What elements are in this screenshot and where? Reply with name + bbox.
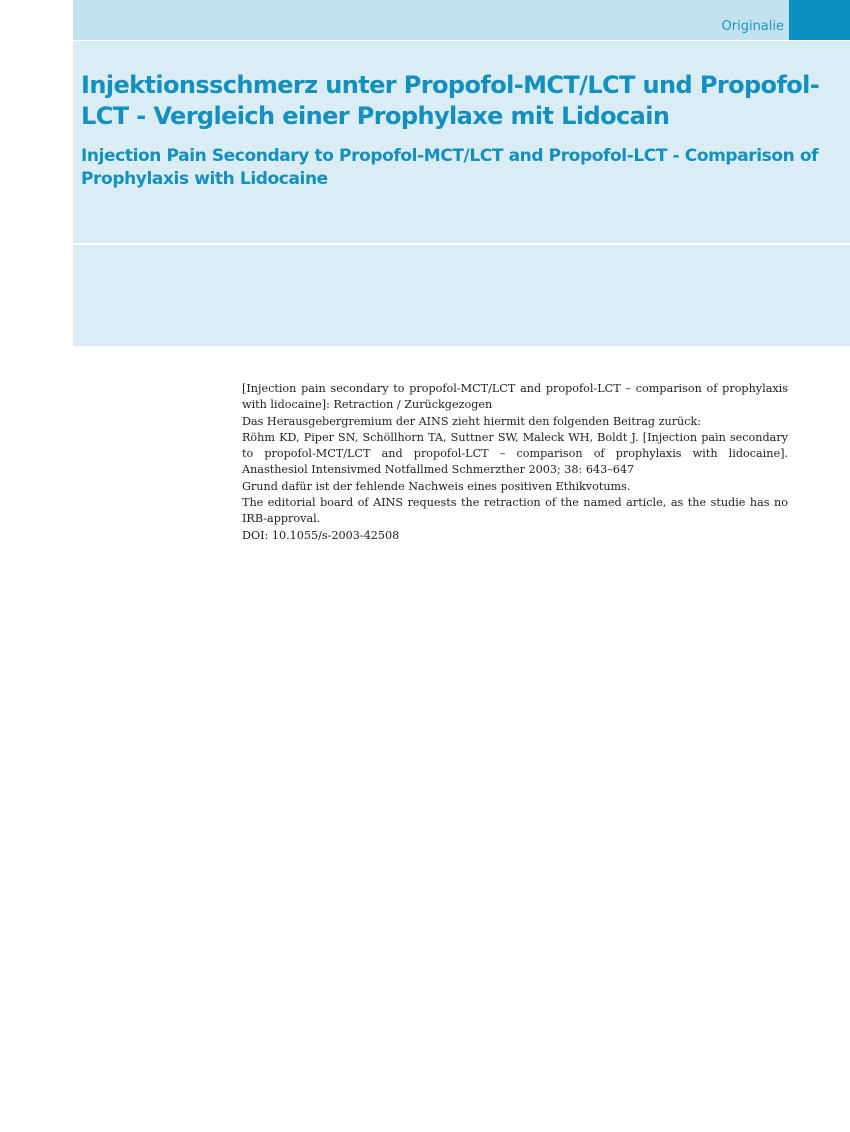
corner-accent-block: [789, 0, 850, 40]
article-title-german: Injektionsschmerz unter Propofol-MCT/LCT und Propofol-LCT - Vergleich einer Prophylaxe mit Lidocain: [81, 71, 820, 130]
doi: DOI: 10.1055/s-2003-42508: [242, 528, 400, 542]
abstract-panel: [73, 245, 850, 346]
retraction-notice-german: Das Herausgebergremium der AINS zieht hiermit den folgenden Beitrag zurück:: [242, 414, 702, 428]
title-panel: [73, 41, 850, 243]
article-title-english: Injection Pain Secondary to Propofol-MCT/LCT and Propofol-LCT - Comparison of Prophylaxis with Lidocaine: [81, 146, 819, 189]
retraction-reason-english: The editorial board of AINS requests the retraction of the named article, as the studie has no IRB-approval.: [242, 496, 788, 526]
retraction-heading: [Injection pain secondary to propofol-MCT/LCT and propofol-LCT – comparison of prophylaxis with lidocaine]: Retraction / Zurückgezogen: [242, 382, 788, 412]
section-label: Originalie: [721, 19, 784, 34]
retraction-reason-german: Grund dafür ist der fehlende Nachweis eines positiven Ethikvotums.: [242, 479, 631, 493]
retracted-citation: Röhm KD, Piper SN, Schöllhorn TA, Suttner SW, Maleck WH, Boldt J. [Injection pain secondary to propofol-MCT/LCT and propofol-LCT – comparison of prophylaxis with lidocaine]. Anasthesiol Intensivmed Notfallmed Schmerzther 2003; 38: 643–647: [242, 430, 788, 477]
retraction-notice: [242, 381, 788, 544]
